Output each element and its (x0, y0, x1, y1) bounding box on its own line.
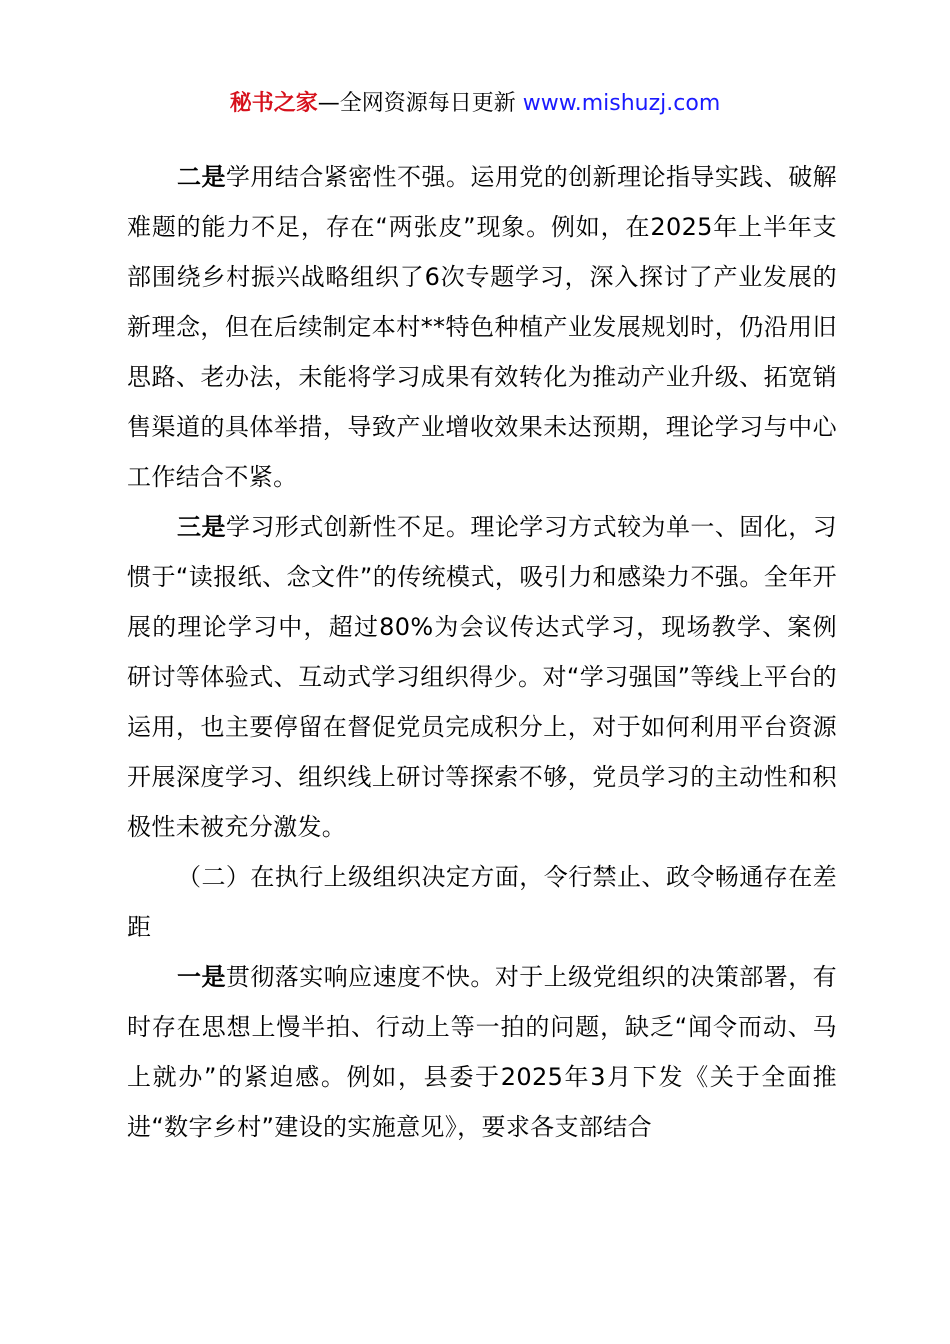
paragraph-text: 学用结合紧密性不强。运用党的创新理论指导实践、破解难题的能力不足，存在“两张皮”现象。例如，在2025年上半年支部围绕乡村振兴战略组织了6次专题学习，深入探讨了产业发展的新理念，但在后续制定本村**特色种植产业发展规划时，仍沿用旧思路、老办法，未能将学习成果有效转化为推动产业升级、拓宽销售渠道的具体举措，导致产业增收效果未达预期，理论学习与中心工作结合不紧。 (127, 163, 838, 491)
paragraph-point-two (127, 152, 837, 502)
paragraph-lead: 一是 (177, 963, 226, 991)
section-heading-text: （二）在执行上级组织决定方面，令行禁止、政令畅通存在差距 (127, 863, 837, 941)
section-heading (127, 852, 837, 952)
site-header (0, 88, 950, 120)
brand-name: 秘书之家 (229, 91, 318, 116)
paragraph-text: 贯彻落实响应速度不快。对于上级党组织的决策部署，有时存在思想上慢半拍、行动上等一拍的问题，缺乏“闻令而动、马上就办”的紧迫感。例如，县委于2025年3月下发《关于全面推进“数字乡村”建设的实施意见》，要求各支部结合 (127, 963, 838, 1141)
paragraph-lead: 二是 (177, 163, 226, 191)
paragraph-point-three (127, 502, 837, 852)
document-body (127, 152, 837, 1152)
paragraph-lead: 三是 (177, 513, 226, 541)
paragraph-point-one (127, 952, 837, 1152)
site-url-link[interactable]: www.mishuzj.com (522, 91, 721, 116)
header-tagline: —全网资源每日更新 (317, 91, 516, 116)
paragraph-text: 学习形式创新性不足。理论学习方式较为单一、固化，习惯于“读报纸、念文件”的传统模式，吸引力和感染力不强。全年开展的理论学习中，超过80%为会议传达式学习，现场教学、案例研讨等体验式、互动式学习组织得少。对“学习强国”等线上平台的运用，也主要停留在督促党员完成积分上，对于如何利用平台资源开展深度学习、组织线上研讨等探索不够，党员学习的主动性和积极性未被充分激发。 (127, 513, 838, 841)
